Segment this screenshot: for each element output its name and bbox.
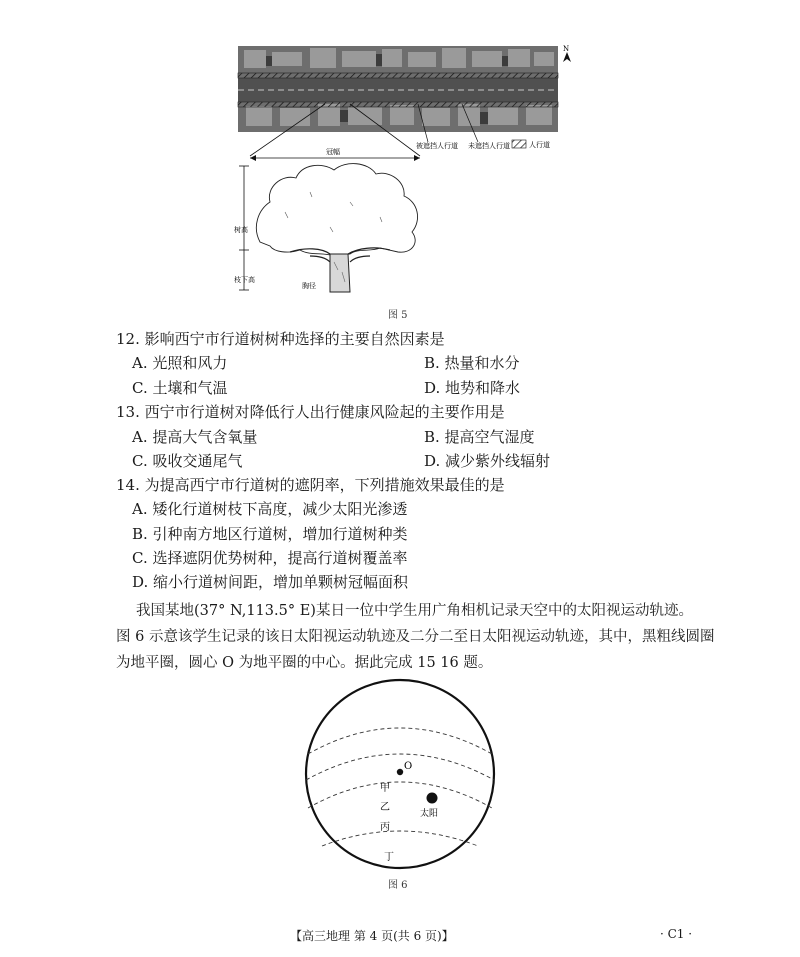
north-arrow-icon bbox=[563, 52, 571, 62]
track-label-yi: 乙 bbox=[380, 802, 390, 813]
sun-label: 太阳 bbox=[420, 809, 439, 819]
crown-width-label: 冠幅 bbox=[326, 148, 340, 156]
sun-icon bbox=[427, 793, 438, 804]
question-12-option-b[interactable]: B. 热量和水分 bbox=[424, 354, 520, 372]
trunk-label: 胸径 bbox=[302, 282, 316, 290]
track-label-bing: 丙 bbox=[380, 822, 390, 833]
question-13-stem: 13. 西宁市行道树对降低行人出行健康风险起的主要作用是 bbox=[116, 403, 505, 421]
track-bing bbox=[308, 782, 492, 808]
tree-trunk bbox=[330, 254, 350, 292]
question-12-stem: 12. 影响西宁市行道树树种选择的主要自然因素是 bbox=[116, 330, 445, 348]
center-label: O bbox=[404, 761, 413, 772]
question-13-option-d[interactable]: D. 减少紫外线辐射 bbox=[424, 452, 551, 470]
figure-6 bbox=[300, 676, 500, 872]
track-jia bbox=[308, 728, 492, 754]
track-label-ding: 丁 bbox=[384, 852, 394, 863]
question-13-option-a[interactable]: A. 提高大气含氧量 bbox=[132, 428, 258, 446]
legend-walkway-label: 人行道 bbox=[529, 141, 550, 149]
passage-line-3: 为地平圈，圆心 O 为地平圈的中心。据此完成 15 16 题。 bbox=[116, 655, 493, 671]
legend-shaded-label: 被遮挡人行道 bbox=[416, 142, 458, 150]
question-14-option-b[interactable]: B. 引种南方地区行道树，增加行道树种类 bbox=[132, 525, 408, 543]
question-12-option-c[interactable]: C. 土壤和气温 bbox=[132, 379, 228, 397]
question-14-option-d[interactable]: D. 缩小行道树间距，增加单颗树冠幅面积 bbox=[132, 573, 409, 591]
tree-crown bbox=[256, 164, 417, 256]
figure-5-diagram bbox=[230, 42, 580, 302]
question-13-option-b[interactable]: B. 提高空气湿度 bbox=[424, 428, 535, 446]
figure-6-caption: 图 6 bbox=[388, 880, 408, 891]
track-label-jia: 甲 bbox=[380, 783, 390, 794]
passage-line-1: 我国某地(37° N,113.5° E)某日一位中学生用广角相机记录天空中的太阳视运动轨迹。 bbox=[136, 603, 693, 619]
legend-unshaded-label: 未遮挡人行道 bbox=[468, 142, 510, 150]
tree-height-label: 树高 bbox=[234, 226, 248, 234]
north-label: N bbox=[563, 45, 570, 53]
page-code: · C1 · bbox=[660, 927, 693, 941]
legend-walkway-swatch bbox=[512, 140, 526, 148]
page-footer: 【高三地理 第 4 页(共 6 页)】 bbox=[290, 929, 454, 943]
center-point bbox=[397, 769, 403, 775]
question-14-option-a[interactable]: A. 矮化行道树枝下高度，减少太阳光渗透 bbox=[132, 500, 408, 518]
figure-6-diagram bbox=[300, 676, 500, 872]
figure-5 bbox=[230, 42, 580, 302]
under-branch-label: 枝下高 bbox=[234, 276, 255, 284]
figure-5-caption: 图 5 bbox=[388, 310, 408, 321]
question-14-option-c[interactable]: C. 选择遮阴优势树种，提高行道树覆盖率 bbox=[132, 549, 408, 567]
question-14-stem: 14. 为提高西宁市行道树的遮阴率，下列措施效果最佳的是 bbox=[116, 476, 505, 494]
track-ding bbox=[322, 831, 478, 846]
question-12-option-d[interactable]: D. 地势和降水 bbox=[424, 379, 521, 397]
passage-line-2: 图 6 示意该学生记录的该日太阳视运动轨迹及二分二至日太阳视运动轨迹，其中，黑粗线圆圈 bbox=[116, 629, 715, 645]
track-yi bbox=[306, 754, 494, 780]
question-12-option-a[interactable]: A. 光照和风力 bbox=[132, 354, 228, 372]
question-13-option-c[interactable]: C. 吸收交通尾气 bbox=[132, 452, 243, 470]
